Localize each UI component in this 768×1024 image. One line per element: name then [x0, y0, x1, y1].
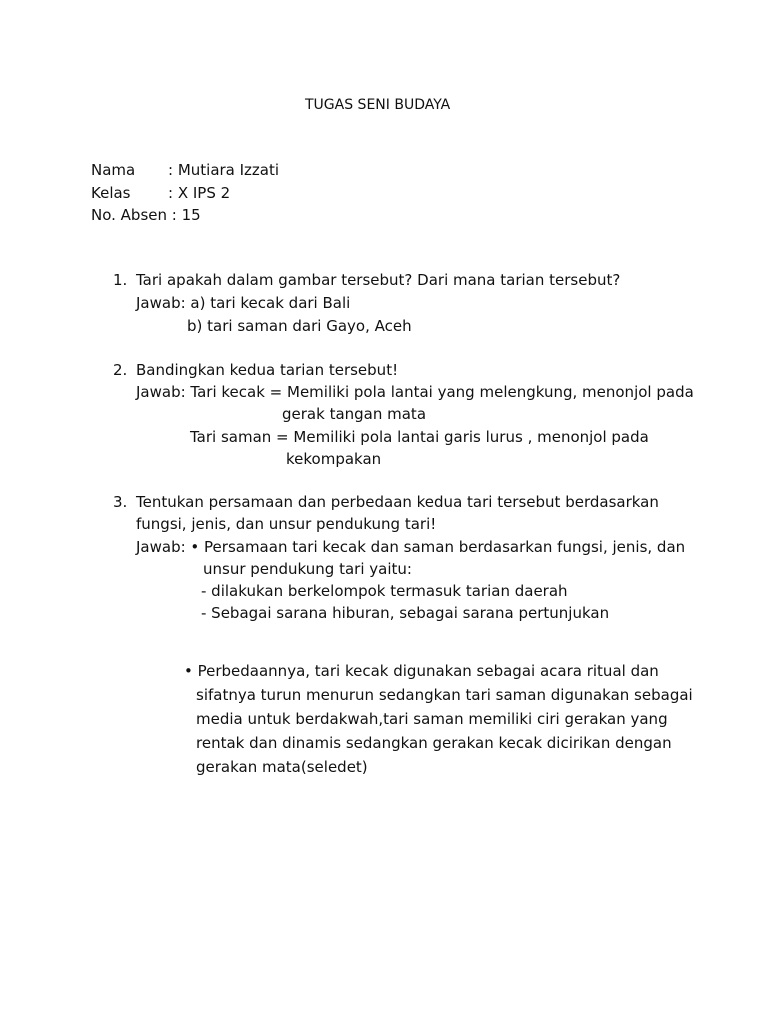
q3-answer-line: - Sebagai sarana hiburan, sebagai sarana pertunjukan [201, 604, 610, 622]
q1-answer-line: b) tari saman dari Gayo, Aceh [187, 317, 412, 335]
absen-line: No. Absen : 15 [91, 206, 201, 224]
q3-question-line: fungsi, jenis, dan unsur pendukung tari! [136, 515, 437, 533]
q2-number: 2. [113, 361, 128, 379]
class-value: : X IPS 2 [168, 184, 231, 202]
page-title: TUGAS SENI BUDAYA [305, 97, 451, 113]
q2-answer-line: gerak tangan mata [282, 405, 427, 423]
q2-answer-line: Tari saman = Memiliki pola lantai garis lurus , menonjol pada [190, 428, 649, 446]
q1-number: 1. [113, 271, 128, 289]
q3-difference-line: gerakan mata(seledet) [196, 758, 368, 776]
q3-answer-line: Jawab: • Persamaan tari kecak dan saman berdasarkan fungsi, jenis, dan [136, 538, 686, 556]
q3-difference-line: • Perbedaannya, tari kecak digunakan sebagai acara ritual dan [184, 662, 659, 680]
q3-number: 3. [113, 493, 128, 511]
q3-answer-line: - dilakukan berkelompok termasuk tarian daerah [201, 582, 568, 600]
q3-difference-line: rentak dan dinamis sedangkan gerakan kecak dicirikan dengan [196, 734, 672, 752]
q3-difference-line: media untuk berdakwah,tari saman memiliki ciri gerakan yang [196, 710, 668, 728]
q2-question: Bandingkan kedua tarian tersebut! [136, 361, 399, 379]
q2-answer-line: Jawab: Tari kecak = Memiliki pola lantai yang melengkung, menonjol pada [136, 383, 694, 401]
name-value: : Mutiara Izzati [168, 161, 280, 179]
class-label: Kelas [91, 184, 131, 202]
q3-question-line: Tentukan persamaan dan perbedaan kedua tari tersebut berdasarkan [136, 493, 659, 511]
name-label: Nama [91, 161, 136, 179]
q3-difference-line: sifatnya turun menurun sedangkan tari saman digunakan sebagai [196, 686, 693, 704]
q1-question: Tari apakah dalam gambar tersebut? Dari mana tarian tersebut? [136, 271, 621, 289]
q2-answer-line: kekompakan [286, 450, 382, 468]
q1-answer-line: Jawab: a) tari kecak dari Bali [136, 294, 351, 312]
q3-answer-line: unsur pendukung tari yaitu: [203, 560, 412, 578]
